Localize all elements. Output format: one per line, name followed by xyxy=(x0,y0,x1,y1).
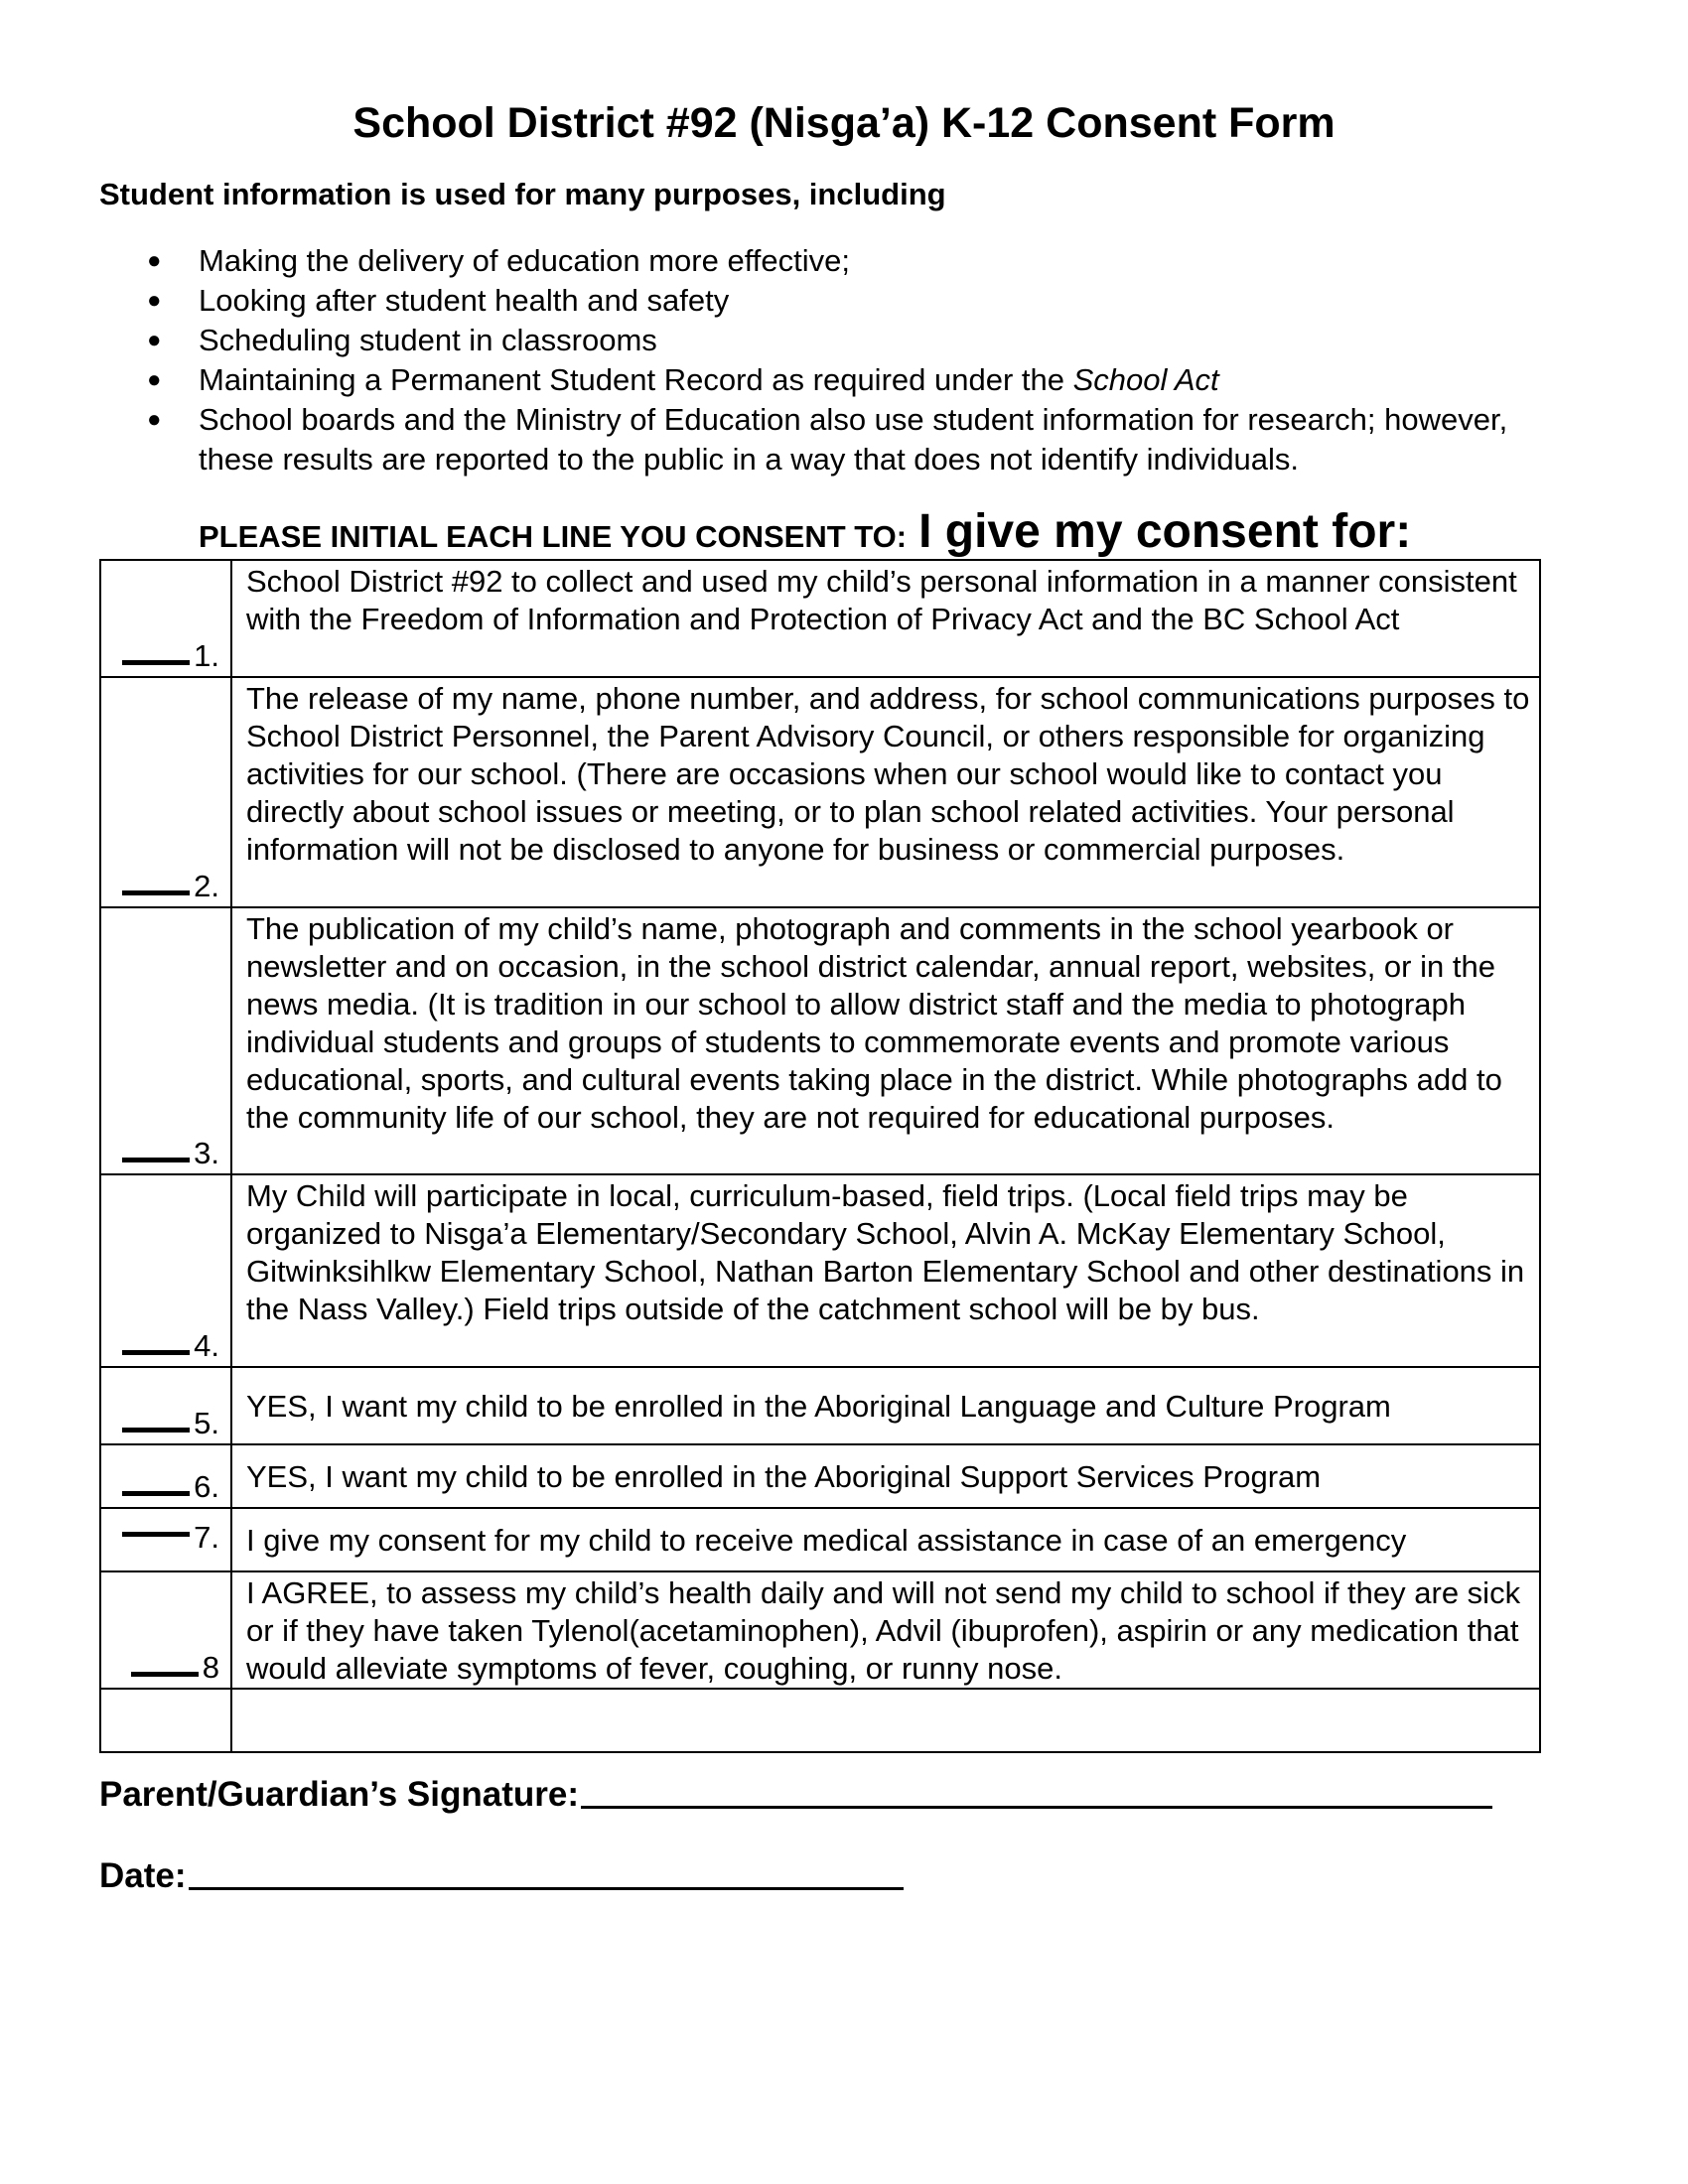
item-number: 1. xyxy=(194,638,219,673)
initial-field[interactable] xyxy=(102,1407,229,1442)
purpose-item: ● Making the delivery of education more effective; xyxy=(99,241,1589,281)
date-line[interactable] xyxy=(189,1887,904,1890)
purpose-item: ● Scheduling student in classrooms xyxy=(99,321,1589,360)
signature-label: Parent/Guardian’s Signature: xyxy=(99,1775,579,1814)
initial-blank[interactable] xyxy=(122,1158,190,1162)
date-block xyxy=(99,1856,904,1896)
initial-blank[interactable] xyxy=(122,1428,190,1433)
consent-row xyxy=(100,560,1540,677)
consent-row xyxy=(100,1174,1540,1367)
purpose-item: ● School boards and the Ministry of Education also use student information for research; however, these results are reported to the public in a way that does not identify individuals. xyxy=(147,402,1508,477)
consent-row xyxy=(100,677,1540,907)
bullet-icon: ● xyxy=(147,247,162,274)
bullet-icon: ● xyxy=(147,366,162,393)
initial-field[interactable] xyxy=(102,870,229,905)
initial-field[interactable] xyxy=(102,1651,229,1687)
consent-heading: I give my consent for: xyxy=(918,505,1412,558)
item-number: 2. xyxy=(194,869,219,903)
consent-text: The publication of my child’s name, photograph and comments in the school yearbook or newsletter and on occasion, in the school district calendar, annual report, websites, or in the news media. (It is tradition in our school to allow district staff and the media to photograph individual students and groups of students to commemorate events and promote various educational, sports, and cultural events taking place in the district. While photographs add to the community life of our school, they are not required for educational purposes. xyxy=(231,907,1540,1174)
consent-row xyxy=(100,1508,1540,1571)
initial-field[interactable] xyxy=(102,1137,229,1172)
initial-blank[interactable] xyxy=(131,1672,199,1677)
initial-instruction: PLEASE INITIAL EACH LINE YOU CONSENT TO: xyxy=(199,519,908,554)
initial-field[interactable] xyxy=(102,1329,229,1365)
parent-signature-block xyxy=(99,1775,1492,1815)
consent-text: The release of my name, phone number, and address, for school communications purposes to School District Personnel, the Parent Advisory Council, or others responsible for organizing activities for our school. (There are occasions when our school would like to contact you directly about school issues or meeting, or to plan school related activities. Your personal information will not be disclosed to anyone for business or commercial purposes. xyxy=(231,677,1540,907)
consent-text: I give my consent for my child to receive medical assistance in case of an emergency xyxy=(231,1508,1540,1571)
consent-row xyxy=(100,1367,1540,1444)
initial-blank[interactable] xyxy=(122,1532,190,1537)
date-label: Date: xyxy=(99,1856,187,1895)
item-number: 5. xyxy=(194,1406,219,1440)
form-title: School District #92 (Nisga’a) K-12 Consent Form xyxy=(352,99,1336,147)
signature-line[interactable] xyxy=(581,1806,1492,1809)
item-number: 7. xyxy=(194,1520,219,1555)
school-act-italic: School Act xyxy=(1072,362,1219,397)
item-number: 3. xyxy=(194,1136,219,1170)
initial-blank[interactable] xyxy=(122,660,190,665)
bullet-icon: ● xyxy=(147,406,162,433)
item-number: 4. xyxy=(194,1328,219,1363)
item-number: 8 xyxy=(202,1650,219,1685)
empty-row xyxy=(100,1689,1540,1752)
initial-blank[interactable] xyxy=(122,890,190,895)
consent-row xyxy=(100,1444,1540,1508)
consent-row xyxy=(100,907,1540,1174)
consent-text: YES, I want my child to be enrolled in the Aboriginal Language and Culture Program xyxy=(231,1367,1540,1444)
bullet-icon: ● xyxy=(147,327,162,353)
consent-table xyxy=(99,559,1541,1753)
initial-field[interactable] xyxy=(102,1470,229,1506)
initial-blank[interactable] xyxy=(122,1491,190,1496)
initial-field[interactable] xyxy=(102,1508,229,1570)
purpose-item: ● Maintaining a Permanent Student Record as required under the School Act xyxy=(99,360,1589,400)
empty-cell[interactable] xyxy=(100,1689,231,1752)
initial-blank[interactable] xyxy=(122,1350,190,1355)
consent-text: School District #92 to collect and used my child’s personal information in a manner consistent with the Freedom of Information and Protection of Privacy Act and the BC School Act xyxy=(231,560,1540,677)
purpose-item: ● Looking after student health and safety xyxy=(99,281,1589,321)
purpose-list xyxy=(99,241,1589,479)
consent-row xyxy=(100,1571,1540,1689)
item-number: 6. xyxy=(194,1469,219,1504)
intro-text: Student information is used for many purposes, including xyxy=(99,177,946,211)
initial-field[interactable] xyxy=(102,639,229,675)
consent-text: I AGREE, to assess my child’s health daily and will not send my child to school if they are sick or if they have taken Tylenol(acetaminophen), Advil (ibuprofen), aspirin or any medication that would alleviate symptoms of fever, coughing, or runny nose. xyxy=(231,1571,1540,1689)
empty-cell[interactable] xyxy=(231,1689,1540,1752)
bullet-icon: ● xyxy=(147,287,162,314)
consent-text: YES, I want my child to be enrolled in the Aboriginal Support Services Program xyxy=(231,1444,1540,1508)
initial-instruction-line xyxy=(199,504,1411,559)
consent-text: My Child will participate in local, curriculum-based, field trips. (Local field trips may be organized to Nisga’a Elementary/Secondary School, Alvin A. McKay Elementary School, Gitwinksihlkw Elementary School, Nathan Barton Elementary School and other destinations in the Nass Valley.) Field trips outside of the catchment school will be by bus. xyxy=(231,1174,1540,1367)
